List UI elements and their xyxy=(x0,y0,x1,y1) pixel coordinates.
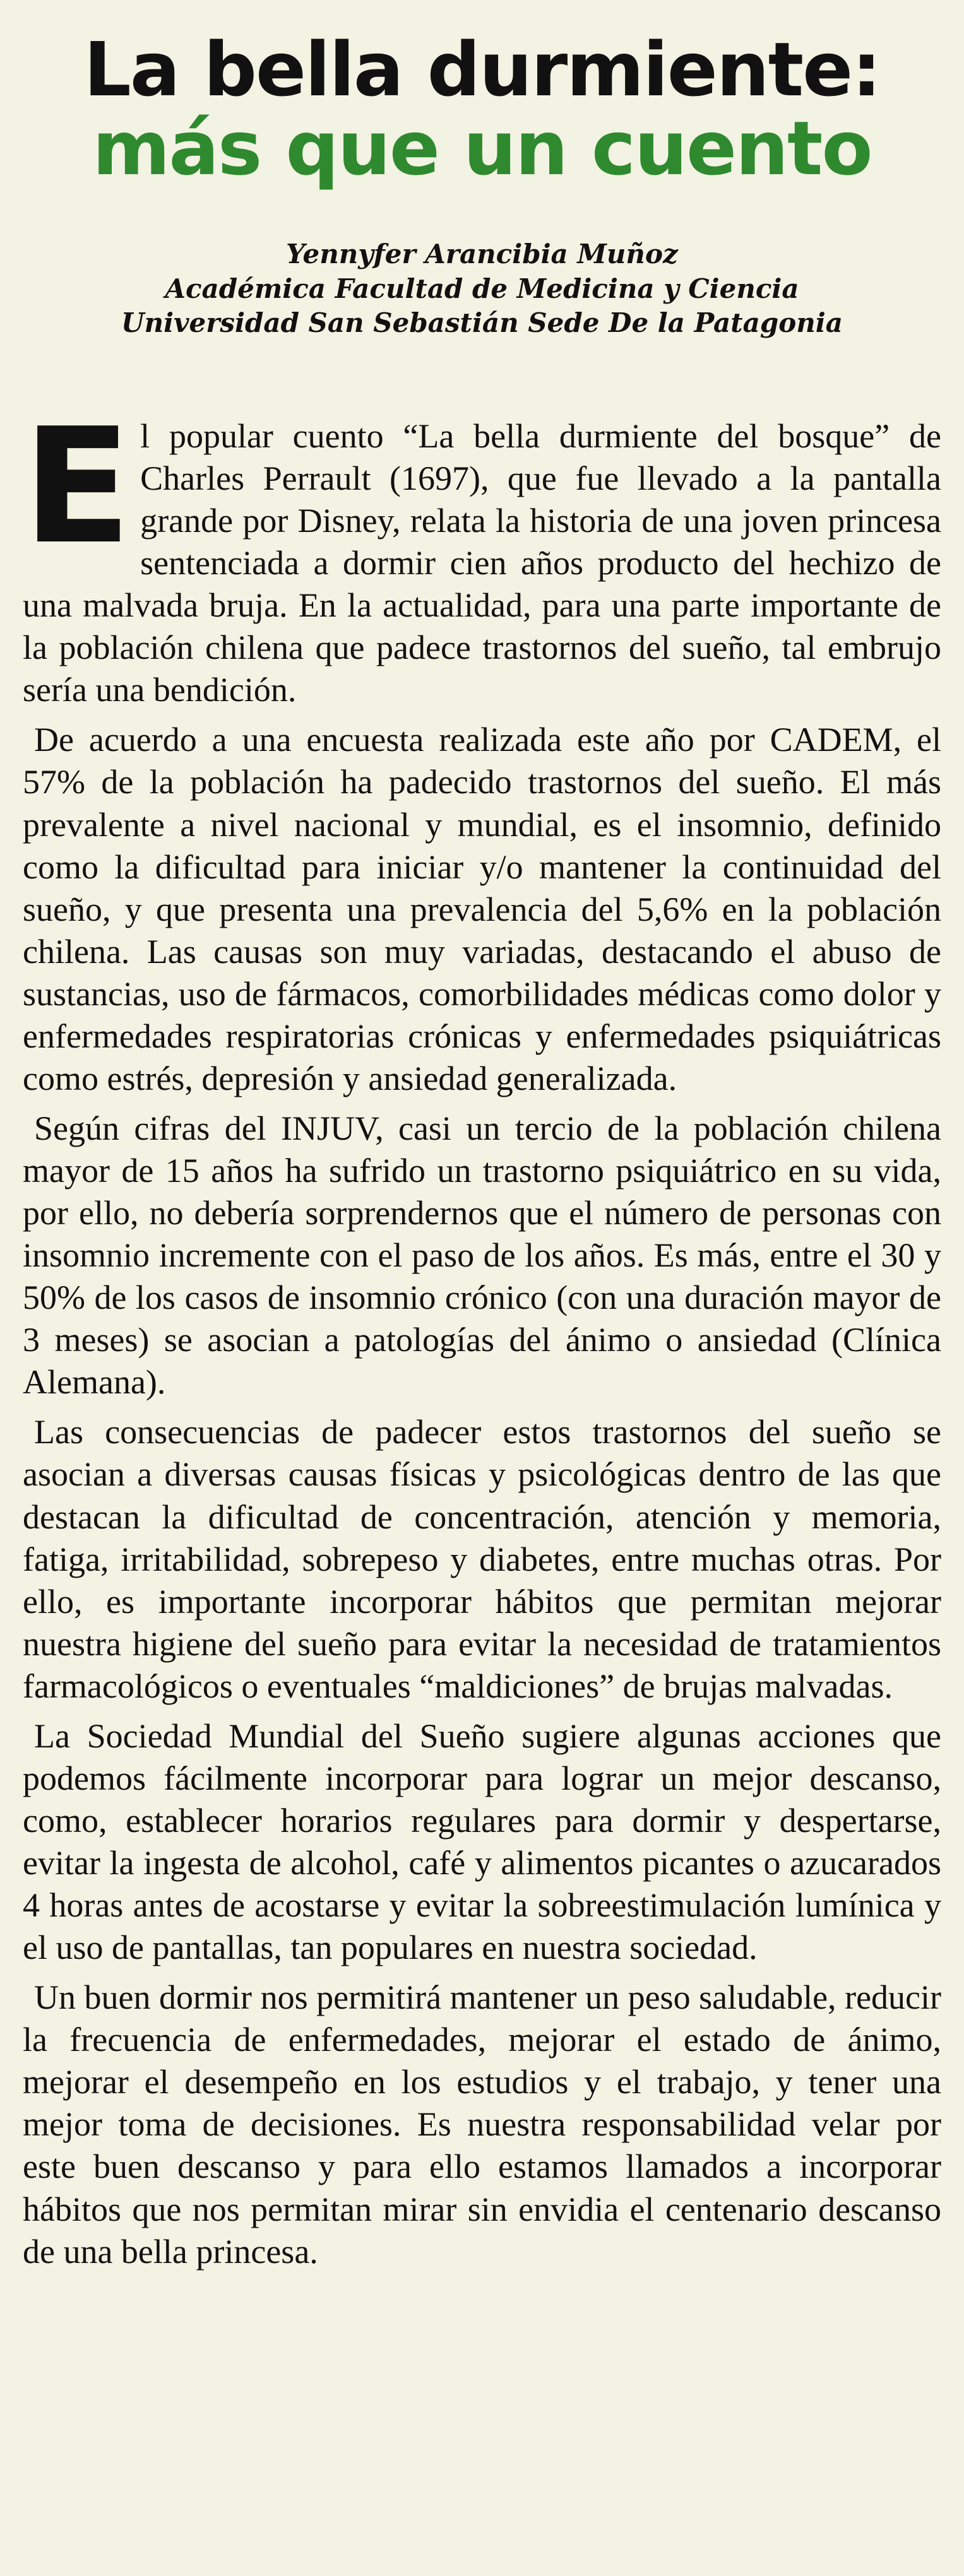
title-line-1: La bella durmiente: xyxy=(83,26,881,113)
paragraph-6: Un buen dormir nos permitirá mantener un peso saludable, reducir la frecuencia de enfermedades, mejorar el estado de ánimo, mejorar el desempeño en los estudios y el trabajo, y tener una mejor toma de decisiones. Es nuestra responsabilidad velar por este buen descanso y para ello estamos llamados a incorporar hábitos que nos permitan mirar sin envidia el centenario descanso de una bella princesa. xyxy=(23,1978,941,2271)
paragraph-2: De acuerdo a una encuesta realizada este año por CADEM, el 57% de la población ha padecido trastornos del sueño. El más prevalente a nivel nacional y mundial, es el insomnio, definido como la dificultad para iniciar y/o mantener la continuidad del sueño, y que presenta una prevalencia del 5,6% en la población chilena. Las causas son muy variadas, destacando el abuso de sustancias, uso de fármacos, comorbilidades médicas como dolor y enfermedades respiratorias crónicas y enfermedades psiquiátricas como estrés, depresión y ansiedad generalizada. xyxy=(23,721,941,1097)
title-line-2: más que un cuento xyxy=(92,105,872,192)
author-institution: Universidad San Sebastián Sede De la Patagonia xyxy=(121,307,843,339)
author-name: Yennyfer Arancibia Muñoz xyxy=(286,239,678,270)
paragraph-1-text: l popular cuento “La bella durmiente del bosque” de Charles Perrault (1697), que fue llevado a la pantalla grande por Disney, relata la historia de una joven princesa sentenciada a dormir cien años producto del hechizo de una malvada bruja. En la actualidad, para una parte importante de la población chilena que padece trastornos del sueño, tal embrujo sería una bendición. xyxy=(23,417,941,709)
paragraph-3: Según cifras del INJUV, casi un tercio de la población chilena mayor de 15 años ha sufrido un trastorno psiquiátrico en su vida, por ello, no debería sorprendernos que el número de personas con insomnio incremente con el paso de los años. Es más, entre el 30 y 50% de los casos de insomnio crónico (con una duración mayor de 3 meses) se asocian a patologías del ánimo o ansiedad (Clínica Alemana). xyxy=(23,1109,941,1402)
byline xyxy=(23,237,941,341)
paragraph-1 xyxy=(23,394,941,711)
article-body xyxy=(23,394,941,2273)
paragraph-4: Las consecuencias de padecer estos trastornos del sueño se asocian a diversas causas físicas y psicológicas dentro de las que destacan la dificultad de concentración, atención y memoria, fatiga, irritabilidad, sobrepeso y diabetes, entre muchas otras. Por ello, es importante incorporar hábitos que permitan mejorar nuestra higiene del sueño para evitar la necesidad de tratamientos farmacológicos o eventuales “maldiciones” de brujas malvadas. xyxy=(23,1413,941,1705)
author-role: Académica Facultad de Medicina y Ciencia xyxy=(165,273,799,304)
drop-cap: E xyxy=(23,394,132,579)
article-title xyxy=(23,26,941,192)
paragraph-5: La Sociedad Mundial del Sueño sugiere algunas acciones que podemos fácilmente incorporar para lograr un mejor descanso, como, establecer horarios regulares para dormir y despertarse, evitar la ingesta de alcohol, café y alimentos picantes o azucarados 4 horas antes de acostarse y evitar la sobreestimulación lumínica y el uso de pantallas, tan populares en nuestra sociedad. xyxy=(23,1716,941,1967)
